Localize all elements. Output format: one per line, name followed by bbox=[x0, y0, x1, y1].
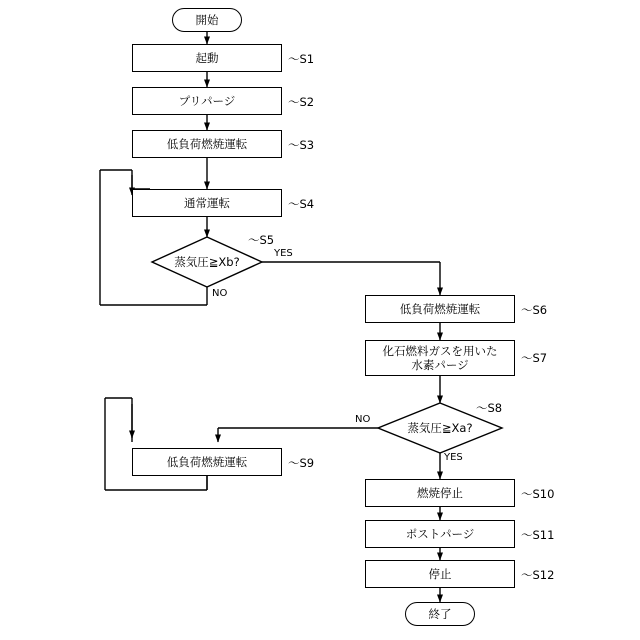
edge-label-s8-yes: YES bbox=[444, 452, 463, 463]
step-tag-s10: ～S10 bbox=[521, 487, 555, 501]
node-s5-decision bbox=[152, 237, 262, 287]
node-s1-label: 起動 bbox=[195, 50, 219, 65]
step-tag-s7: ～S7 bbox=[521, 351, 548, 365]
node-s2 bbox=[132, 87, 282, 115]
step-tag-s1: ～S1 bbox=[288, 52, 315, 66]
edge-label-s5-yes: YES bbox=[274, 248, 293, 259]
node-s5-label: 蒸気圧≧Xb? bbox=[174, 255, 240, 269]
step-tag-s8: ～S8 bbox=[476, 401, 503, 415]
step-tag-s12: ～S12 bbox=[521, 568, 555, 582]
node-start-label: 開始 bbox=[195, 12, 219, 27]
node-s12-label: 停止 bbox=[428, 566, 452, 581]
node-end-label: 終了 bbox=[428, 606, 452, 621]
node-s9 bbox=[132, 448, 282, 476]
edge-label-s8-no: NO bbox=[355, 414, 371, 425]
edge-label-s5-no: NO bbox=[212, 288, 228, 299]
node-s10-label: 燃焼停止 bbox=[417, 485, 463, 500]
node-s7 bbox=[365, 340, 515, 376]
step-tag-s11: ～S11 bbox=[521, 528, 555, 542]
step-tag-s3: ～S3 bbox=[288, 138, 315, 152]
node-end bbox=[405, 602, 475, 626]
node-s4 bbox=[132, 189, 282, 217]
node-s1 bbox=[132, 44, 282, 72]
node-s3 bbox=[132, 130, 282, 158]
node-s3-label: 低負荷燃焼運転 bbox=[166, 136, 248, 151]
step-tag-s5: ～S5 bbox=[248, 233, 275, 247]
node-s11 bbox=[365, 520, 515, 548]
step-tag-s4: ～S4 bbox=[288, 197, 315, 211]
node-s12 bbox=[365, 560, 515, 588]
node-s7-label: 化石燃料ガスを用いた 水素パージ bbox=[382, 343, 498, 372]
step-tag-s2: ～S2 bbox=[288, 95, 315, 109]
node-s2-label: プリパージ bbox=[178, 93, 236, 108]
node-s6 bbox=[365, 295, 515, 323]
node-s11-label: ポストパージ bbox=[405, 526, 475, 541]
node-s6-label: 低負荷燃焼運転 bbox=[399, 301, 481, 316]
step-tag-s9: ～S9 bbox=[288, 456, 315, 470]
node-s10 bbox=[365, 479, 515, 507]
node-s8-label: 蒸気圧≧Xa? bbox=[407, 421, 473, 435]
node-s9-label: 低負荷燃焼運転 bbox=[166, 454, 248, 469]
node-s4-label: 通常運転 bbox=[184, 195, 230, 210]
step-tag-s6: ～S6 bbox=[521, 303, 548, 317]
node-start bbox=[172, 8, 242, 32]
